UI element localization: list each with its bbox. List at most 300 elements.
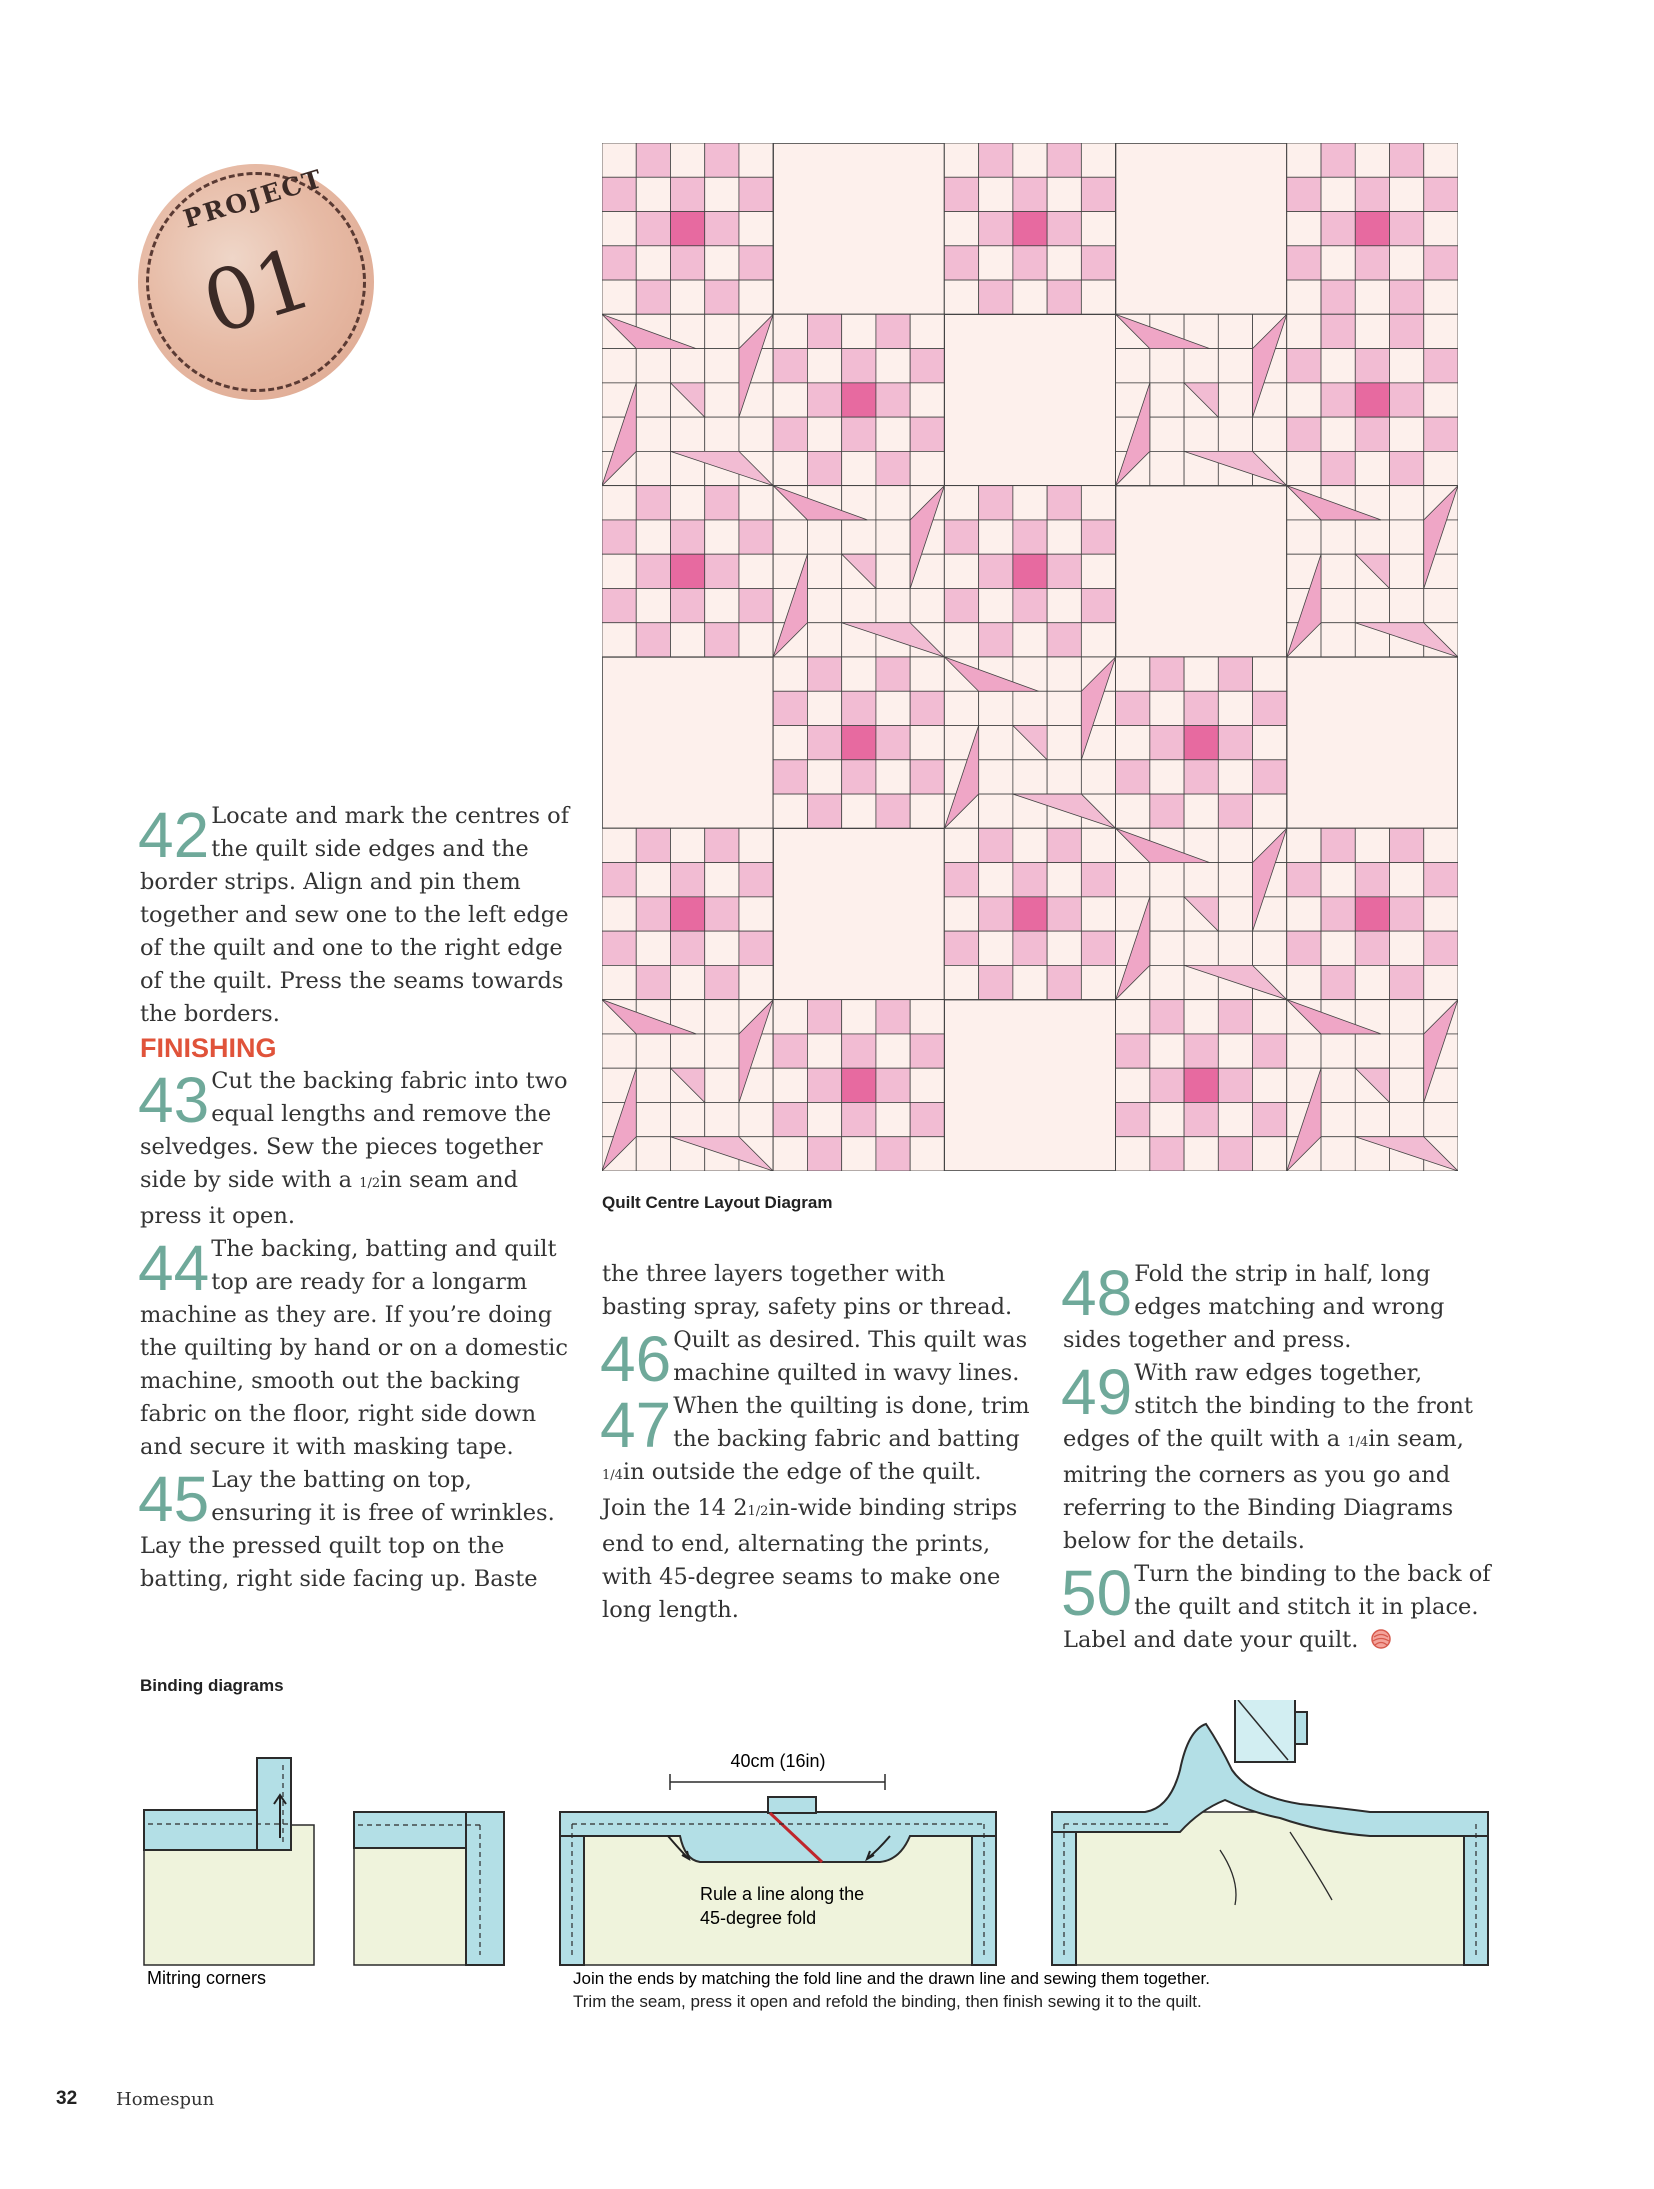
quilt-patch (1321, 280, 1355, 314)
quilt-patch (1218, 760, 1252, 794)
quilt-patch (1081, 520, 1115, 554)
step-text: in outside the edge of the quilt. Join the 14 2 (602, 1459, 982, 1521)
quilt-patch (1116, 1000, 1150, 1034)
quilt-patch (636, 931, 670, 965)
quilt-patch (1047, 177, 1081, 211)
quilt-patch (1081, 486, 1115, 520)
quilt-patch (1390, 280, 1424, 314)
mitring-label: Mitring corners (147, 1968, 267, 1988)
quilt-patch (1047, 554, 1081, 588)
quilt-patch (1047, 726, 1081, 760)
quilt-patch (1150, 1000, 1184, 1034)
quilt-patch (602, 486, 636, 520)
quilt-patch (1390, 554, 1424, 588)
step-text: When the quilting is done, trim the backing fabric and batting (673, 1393, 1030, 1452)
quilt-patch (636, 417, 670, 451)
quilt-patch (1321, 1137, 1355, 1171)
quilt-patch (773, 383, 807, 417)
step-text: in seam and press it open. (140, 1167, 519, 1229)
quilt-patch (1184, 1068, 1218, 1102)
quilt-patch (944, 143, 978, 177)
quilt-patch (807, 691, 841, 725)
quilt-patch (1081, 143, 1115, 177)
quilt-patch (773, 417, 807, 451)
quilt-patch (705, 965, 739, 999)
quilt-patch (876, 451, 910, 485)
quilt-patch (807, 588, 841, 622)
quilt-patch (1321, 349, 1355, 383)
quilt-patch (1321, 1068, 1355, 1102)
quilt-patch (1013, 623, 1047, 657)
quilt-patch (1321, 1034, 1355, 1068)
quilt-patch (979, 177, 1013, 211)
quilt-patch (1047, 143, 1081, 177)
quilt-patch (1081, 623, 1115, 657)
quilt-patch (944, 931, 978, 965)
quilt-patch (1390, 520, 1424, 554)
quilt-patch (876, 554, 910, 588)
quilt-patch (670, 588, 704, 622)
quilt-patch (670, 486, 704, 520)
step-48 (1063, 1258, 1493, 1357)
quilt-patch (670, 623, 704, 657)
quilt-patch (705, 486, 739, 520)
page-number: 32 (56, 2088, 78, 2109)
quilt-patch (979, 246, 1013, 280)
quilt-patch (1184, 931, 1218, 965)
quilt-patch (1424, 828, 1458, 862)
quilt-patch (910, 417, 944, 451)
quilt-patch (773, 349, 807, 383)
quilt-patch (1355, 280, 1389, 314)
quilt-patch (944, 897, 978, 931)
quilt-patch (842, 588, 876, 622)
quilt-patch (636, 451, 670, 485)
quilt-patch (636, 828, 670, 862)
quilt-patch (807, 623, 841, 657)
yarn-ball-icon (1370, 1628, 1392, 1650)
step-43 (140, 1065, 570, 1233)
step-50 (1063, 1558, 1493, 1657)
quilt-patch (1355, 863, 1389, 897)
quilt-patch (739, 212, 773, 246)
quilt-patch (705, 1000, 739, 1034)
quilt-patch (842, 314, 876, 348)
quilt-patch (1355, 965, 1389, 999)
quilt-patch (602, 1034, 636, 1068)
quilt-patch (1424, 246, 1458, 280)
quilt-patch (773, 760, 807, 794)
quilt-patch (1390, 212, 1424, 246)
quilt-patch (1150, 1068, 1184, 1102)
quilt-patch (876, 1068, 910, 1102)
quilt-patch (1184, 794, 1218, 828)
step-text: Lay the batting on top, ensuring it is free of wrinkles. Lay the pressed quilt top on the batting, right side facing up. Baste (140, 1467, 555, 1592)
quilt-patch (1321, 451, 1355, 485)
quilt-patch (1287, 246, 1321, 280)
quilt-patch (1424, 177, 1458, 211)
quilt-patch (705, 1034, 739, 1068)
quilt-patch (705, 349, 739, 383)
quilt-patch (1253, 691, 1287, 725)
step-49 (1063, 1357, 1493, 1558)
quilt-patch (739, 246, 773, 280)
quilt-patch (1321, 588, 1355, 622)
quilt-patch (705, 212, 739, 246)
quilt-patch (739, 417, 773, 451)
quilt-patch (807, 349, 841, 383)
quilt-patch (876, 726, 910, 760)
quilt-patch (1390, 588, 1424, 622)
quilt-patch (1390, 1000, 1424, 1034)
step-44 (140, 1233, 570, 1464)
quilt-patch (910, 383, 944, 417)
quilt-patch (876, 657, 910, 691)
quilt-patch (1081, 212, 1115, 246)
quilt-patch (1287, 417, 1321, 451)
quilt-patch (1424, 451, 1458, 485)
quilt-patch (910, 760, 944, 794)
quilt-patch (842, 349, 876, 383)
quilt-patch (670, 828, 704, 862)
quilt-patch (979, 794, 1013, 828)
binding-diagrams (140, 1700, 1494, 1990)
step-47 (602, 1390, 1032, 1627)
quilt-patch (1218, 417, 1252, 451)
quilt-patch (842, 760, 876, 794)
quilt-patch (602, 520, 636, 554)
quilt-patch (1390, 177, 1424, 211)
quilt-patch (636, 246, 670, 280)
fraction: 1/2 (747, 1504, 769, 1519)
quilt-patch (670, 863, 704, 897)
quilt-patch (1150, 726, 1184, 760)
quilt-patch (1287, 1034, 1321, 1068)
quilt-patch (602, 623, 636, 657)
quilt-patch (1287, 965, 1321, 999)
badge-label: PROJECT (180, 163, 327, 234)
quilt-patch (773, 520, 807, 554)
quilt-patch (1355, 417, 1389, 451)
quilt-patch (1150, 1102, 1184, 1136)
quilt-patch (1287, 349, 1321, 383)
quilt-patch (1390, 451, 1424, 485)
quilt-patch (1013, 897, 1047, 931)
quilt-patch (1218, 657, 1252, 691)
quilt-patch (636, 383, 670, 417)
quilt-patch (739, 280, 773, 314)
quilt-patch (636, 177, 670, 211)
quilt-patch (1253, 657, 1287, 691)
quilt-patch (739, 486, 773, 520)
quilt-patch (636, 1102, 670, 1136)
quilt-patch (739, 897, 773, 931)
quilt-patch (979, 212, 1013, 246)
quilt-patch (910, 349, 944, 383)
step-42 (140, 800, 570, 1031)
quilt-patch (944, 246, 978, 280)
quilt-patch (1321, 417, 1355, 451)
quilt-patch (636, 897, 670, 931)
quilt-patch (876, 691, 910, 725)
quilt-patch (1287, 863, 1321, 897)
quilt-patch (1390, 486, 1424, 520)
quilt-patch (1047, 280, 1081, 314)
quilt-patch (1184, 691, 1218, 725)
quilt-patch (773, 794, 807, 828)
quilt-patch (705, 828, 739, 862)
quilt-patch (1013, 212, 1047, 246)
quilt-patch (944, 280, 978, 314)
quilt-patch (1081, 760, 1115, 794)
quilt-patch (1184, 863, 1218, 897)
step-number: 47 (600, 1389, 672, 1461)
fraction: 1/4 (1347, 1435, 1369, 1450)
step-number: 50 (1061, 1557, 1133, 1629)
quilt-patch (1355, 143, 1389, 177)
quilt-patch (705, 554, 739, 588)
quilt-patch (1150, 760, 1184, 794)
quilt-patch (1150, 657, 1184, 691)
quilt-patch (1116, 691, 1150, 725)
quilt-patch (1150, 691, 1184, 725)
quilt-patch (1390, 314, 1424, 348)
quilt-patch (1287, 520, 1321, 554)
quilt-patch (1253, 417, 1287, 451)
quilt-patch (1218, 794, 1252, 828)
quilt-patch (1287, 897, 1321, 931)
quilt-patch (910, 314, 944, 348)
quilt-caption: Quilt Centre Layout Diagram (602, 1193, 833, 1212)
quilt-patch (602, 588, 636, 622)
quilt-patch (1184, 349, 1218, 383)
quilt-patch (705, 863, 739, 897)
quilt-patch (602, 177, 636, 211)
quilt-patch (876, 1034, 910, 1068)
quilt-patch (876, 1000, 910, 1034)
quilt-patch (1150, 863, 1184, 897)
quilt-patch (705, 143, 739, 177)
quilt-patch (1116, 1137, 1150, 1171)
quilt-patch (773, 1068, 807, 1102)
step-45-continued: the three layers together with basting spray, safety pins or thread. (602, 1261, 1013, 1320)
quilt-patch (1390, 417, 1424, 451)
step-number: 43 (138, 1064, 210, 1136)
quilt-patch (1013, 931, 1047, 965)
quilt-patch (1355, 383, 1389, 417)
quilt-patch (670, 931, 704, 965)
step-number: 42 (138, 799, 210, 871)
quilt-patch (705, 417, 739, 451)
quilt-patch (670, 554, 704, 588)
quilt-patch (670, 349, 704, 383)
quilt-patch (979, 554, 1013, 588)
quilt-patch (842, 1034, 876, 1068)
quilt-patch (1047, 588, 1081, 622)
step-text: in seam, mitring the corners as you go and referring to the Binding Diagrams below for the details. (1063, 1426, 1464, 1554)
quilt-patch (910, 657, 944, 691)
quilt-patch (910, 588, 944, 622)
step-number: 49 (1061, 1356, 1133, 1428)
quilt-patch (1047, 657, 1081, 691)
fraction: 1/4 (602, 1468, 623, 1483)
quilt-patch (705, 246, 739, 280)
join-caption-line2: Trim the seam, press it open and refold the binding, then finish sewing it to the quilt. (573, 1992, 1202, 2011)
quilt-patch (842, 1137, 876, 1171)
quilt-patch (979, 280, 1013, 314)
quilt-patch (1116, 657, 1150, 691)
quilt-patch (1013, 143, 1047, 177)
quilt-patch (1321, 212, 1355, 246)
quilt-patch (1081, 897, 1115, 931)
quilt-patch (979, 623, 1013, 657)
quilt-patch (1390, 246, 1424, 280)
quilt-patch (670, 897, 704, 931)
binding-title: Binding diagrams (140, 1676, 284, 1695)
quilt-patch (1424, 588, 1458, 622)
quilt-patch (1081, 177, 1115, 211)
quilt-patch (1150, 349, 1184, 383)
quilt-patch (1218, 1137, 1252, 1171)
quilt-patch (1013, 520, 1047, 554)
quilt-patch (1321, 897, 1355, 931)
quilt-patch (739, 177, 773, 211)
quilt-patch (807, 1068, 841, 1102)
quilt-patch (1081, 554, 1115, 588)
quilt-patch (1424, 212, 1458, 246)
quilt-patch (876, 794, 910, 828)
quilt-patch (1184, 760, 1218, 794)
quilt-patch (807, 657, 841, 691)
quilt-patch (670, 143, 704, 177)
quilt-patch (1355, 897, 1389, 931)
quilt-patch (1287, 828, 1321, 862)
quilt-patch (1013, 554, 1047, 588)
quilt-patch (910, 1137, 944, 1171)
quilt-patch (1081, 965, 1115, 999)
quilt-patch (910, 1102, 944, 1136)
quilt-patch (1390, 383, 1424, 417)
quilt-patch (1253, 1000, 1287, 1034)
quilt-patch (636, 554, 670, 588)
quilt-patch (1184, 657, 1218, 691)
quilt-patch (1321, 828, 1355, 862)
quilt-patch (1355, 314, 1389, 348)
quilt-patch (1253, 931, 1287, 965)
quilt-patch (1081, 863, 1115, 897)
quilt-patch (602, 897, 636, 931)
quilt-patch (1218, 931, 1252, 965)
quilt-patch (876, 760, 910, 794)
step-text: Quilt as desired. This quilt was machine quilted in wavy lines. (673, 1327, 1028, 1386)
quilt-patch (705, 520, 739, 554)
quilt-patch (1081, 246, 1115, 280)
text-column-right (1063, 1258, 1493, 1657)
quilt-patch (807, 726, 841, 760)
quilt-patch (705, 280, 739, 314)
quilt-patch (979, 726, 1013, 760)
quilt-patch (670, 520, 704, 554)
quilt-patch (1150, 417, 1184, 451)
quilt-patch (910, 1068, 944, 1102)
quilt-patch (602, 349, 636, 383)
quilt-patch (602, 863, 636, 897)
quilt-patch (773, 1137, 807, 1171)
step-45 (140, 1464, 570, 1596)
quilt-patch (636, 588, 670, 622)
quilt-patch (1253, 726, 1287, 760)
quilt-patch (1013, 828, 1047, 862)
step-text: Cut the backing fabric into two equal lengths and remove the selvedges. Sew the pieces together side by side with a (140, 1068, 568, 1193)
quilt-patch (1355, 212, 1389, 246)
quilt-patch (842, 451, 876, 485)
quilt-patch (1287, 143, 1321, 177)
quilt-patch (636, 520, 670, 554)
quilt-patch (1253, 1102, 1287, 1136)
quilt-patch (636, 1068, 670, 1102)
quilt-patch (670, 212, 704, 246)
quilt-patch (1013, 863, 1047, 897)
quilt-patch (1321, 246, 1355, 280)
quilt-patch (773, 1102, 807, 1136)
quilt-patch (876, 486, 910, 520)
quilt-patch (1321, 314, 1355, 348)
quilt-patch (1116, 1102, 1150, 1136)
quilt-patch (1047, 623, 1081, 657)
quilt-patch (876, 1137, 910, 1171)
quilt-patch (979, 828, 1013, 862)
quilt-patch (1355, 828, 1389, 862)
quilt-patch (1013, 246, 1047, 280)
quilt-patch (602, 554, 636, 588)
quilt-patch (807, 417, 841, 451)
quilt-patch (1047, 246, 1081, 280)
step-number: 44 (138, 1232, 210, 1304)
quilt-patch (602, 246, 636, 280)
quilt-patch (1390, 897, 1424, 931)
quilt-patch (1321, 931, 1355, 965)
quilt-patch (910, 794, 944, 828)
quilt-patch (1424, 931, 1458, 965)
quilt-patch (807, 794, 841, 828)
quilt-patch (1253, 1137, 1287, 1171)
quilt-patch (1355, 349, 1389, 383)
quilt-patch (876, 588, 910, 622)
quilt-patch (807, 1034, 841, 1068)
quilt-patch (1355, 246, 1389, 280)
quilt-patch (636, 349, 670, 383)
quilt-patch (1013, 965, 1047, 999)
quilt-patch (705, 588, 739, 622)
quilt-patch (1424, 965, 1458, 999)
quilt-patch (1390, 1102, 1424, 1136)
quilt-patch (876, 1102, 910, 1136)
quilt-patch (705, 931, 739, 965)
quilt-patch (1150, 931, 1184, 965)
quilt-patch (807, 520, 841, 554)
quilt-patch (1321, 383, 1355, 417)
quilt-patch (910, 726, 944, 760)
quilt-patch (1116, 794, 1150, 828)
quilt-patch (1013, 486, 1047, 520)
quilt-patch (1013, 760, 1047, 794)
quilt-patch (1287, 451, 1321, 485)
join-caption-line1: Join the ends by matching the fold line and the drawn line and sewing them together. (573, 1969, 1210, 1988)
quilt-patch (1424, 417, 1458, 451)
step-text: With raw edges together, stitch the binding to the front edges of the quilt with a (1063, 1360, 1473, 1452)
quilt-patch (1116, 726, 1150, 760)
quilt-patch (842, 1102, 876, 1136)
